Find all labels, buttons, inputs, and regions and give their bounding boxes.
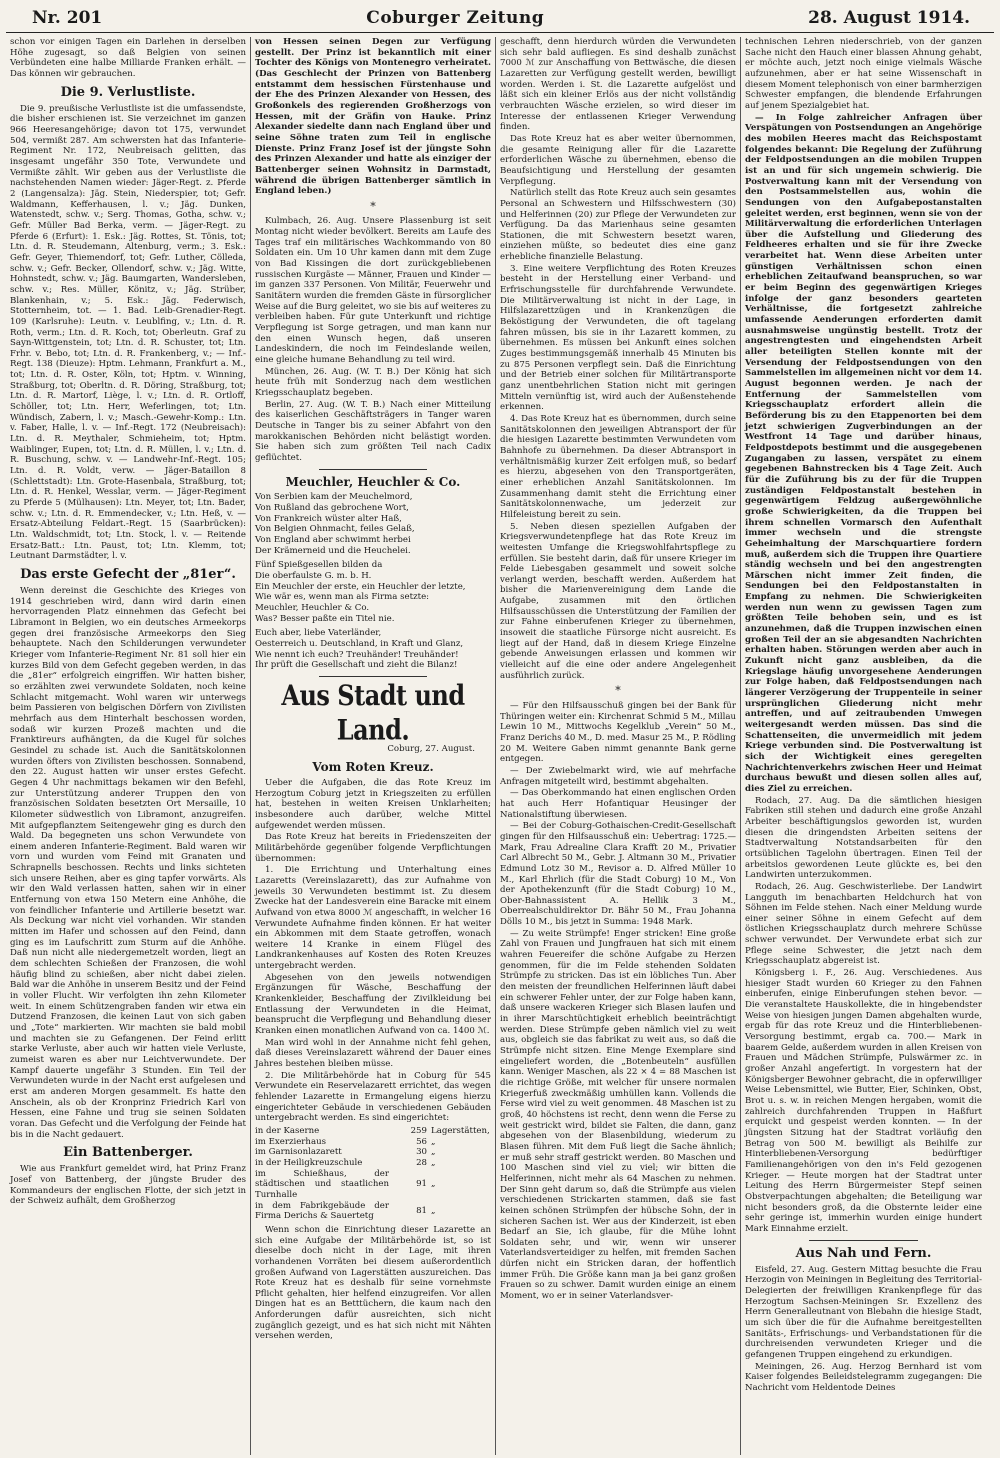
table-row [255,1147,491,1158]
article-paragraph: Meiningen, 26. Aug. Herzog Bernhard ist vom Kaiser folgendes Beileidstelegramm zugegangen: Die Nachricht vom Heldentode Deines [745,1361,982,1393]
article-paragraph: von Hessen seinen Degen zur Verfügung gestellt. Der Prinz ist bekanntlich mit einer Tochter des Königs von Montenegro verheiratet. (Das Geschlecht der Prinzen von Battenberg entstammt dem hessischen Fürstenhause und der Ehe des Prinzen Alexander von Hessen, des Großonkels des regierenden Großherzogs von Hessen, mit der Gräfin von Hauke. Prinz Alexander siedelte dann nach England über und seine Söhne traten zum Teil in englische Dienste. Prinz Franz Josef ist der jüngste Sohn des Prinzen Alexander und hatte als einziger der Battenberger seinen Wohnsitz in Darmstadt, während die übrigen Battenberger sämtlich in England leben.) [255,37,491,197]
table-cell: in dem Fabrikgebäude der Firma Derichs & Sauertetg [255,1200,389,1222]
poem-line: Wie nennt ich euch? Treuhänder! Treuhänder! [255,649,459,660]
poem-line: Ihr prüft die Gesellschaft und zieht die Bilanz! [255,660,458,671]
article-paragraph: Berlin, 27. Aug. (W. T. B.) Nach einer Mitteilung des kaiserlichen Geschäftsträgers in Tanger waren Deutsche in Tanger bis zu seiner Abfahrt von den marokkanischen Behörden nicht belästigt worden. Sie haben sich zum größten Teil nach Cadix geflüchtet. [255,399,491,463]
article-paragraph: Man wird wohl in der Annahme nicht fehl gehen, daß dieses Vereinslazarett während der Dauer eines Jahres bestehen bleiben müsse. [255,1037,491,1070]
article-paragraph: 5. Neben diesen speziellen Aufgaben der Kriegsverwundetenpflege hat das Rote Kreuz im weitesten Umfange die Kriegswohlfahrtspflege zu erfüllen. Sie besteht darin, daß für unsere Krieger im Felde Liebesgaben gesammelt und soweit solche verlangt werden, beschafft werden. Außerdem hat bisher die Marienvereinigung dem Lande die Aufgabe, zusammen mit den örtlichen Hilfsausschüssen die Unterstützung der Familien der zur Fahne einberufenen Krieger zu übernehmen, insoweit die staatliche Fürsorge nicht ausreicht. Es liegt auf der Hand, daß in diesem Kriege Einzelne gebende Anweisungen erlassen und kommen wir vielleicht auf die eine oder andere Angelegenheit ausführlich zurück. [500,521,736,681]
table-row [255,1201,491,1222]
headline-verlustliste: Die 9. Verlustliste. [60,84,196,100]
table-row [255,1169,491,1201]
table-cell: „ [431,1147,436,1158]
article-paragraph: 2. Die Militärbehörde hat in Coburg für 545 Verwundete ein Reservelazarett errichtet, das wegen fehlender Lazarette in Ermangelung eigens hierzu eingerichteter Gebäude in verschiedenen Gebäuden untergebracht werden. Es sind eingerichtet: [255,1070,491,1124]
article-paragraph: München, 26. Aug. (W. T. B.) Der König hat sich heute früh mit Sonderzug nach dem westlichen Kriegsschauplatz begeben. [255,366,491,398]
article-paragraph: geschafft, denn hierdurch würden die Verwundeten sich sehr bald aufliegen. Es sind deshalb zunächst 7000 ℳ zur Anschaffung von Bettwäsche, die diesen Lazaretten zur Verfügung gestellt werden, bewilligt worden. Werden i. St. die Lazarette aufgelöst und läßt sich ein kleiner Erlös aus der nicht vollständig verbrauchten Wäsche erzielen, so wird dieser im Interesse der entlassenen Krieger Verwendung finden. [500,37,736,133]
poem-line: Von Belgien Ohnmacht, feiles Gelaß, [255,524,415,535]
article-paragraph: Natürlich stellt das Rote Kreuz auch sein gesamtes Personal an Schwestern und Hilfsschwestern (30) und Helferinnen (20) zur Pflege der Verwundeten zur Verfügung. Da das Marienhaus seine gesamten Stationen, die mit Schwestern besetzt waren, einziehen müßte, so bedeutet dies eine ganz erhebliche finanzielle Belastung. [500,188,736,263]
poem-line: Von England aber schwimmt herbei [255,535,411,546]
dateline: Coburg, 27. August. [387,744,475,755]
table-cell: „ [431,1136,436,1147]
article-paragraph: Kulmbach, 26. Aug. Unsere Plassenburg ist seit Montag nicht wieder bevölkert. Bereits am Laufe des Tages traf ein militärisches Wachkommando von 80 Soldaten ein. Um 10 Uhr kamen dann mit dem Zuge von Bad Kissingen die dort zurückgebliebenen russischen Kurgäste — Männer, Frauen und Kinder — im ganzen 337 Personen. Von Militär, Feuerwehr und Sanitätern wurden die fremden Gäste in fürsorglicher Weise auf die Burg geleitet, wo sie bis auf weiteres zu verbleiben haben. Für gute Unterkunft und richtige Verpflegung ist Sorge getragen, und man kann nur den einen Wunsch hegen, daß unseren Landeskindern, die noch im Feindeslande weilen, eine gleiche humane Behandlung zu teil wird. [255,216,491,365]
article-paragraph: Rodach, 27. Aug. Da die sämtlichen hiesigen Fabriken still stehen und dadurch eine große Anzahl Arbeiter beschäftigungslos geworden ist, wurden diesen die dringendsten Arbeiten seitens der Stadtverwaltung Notstandsarbeiten für den ortsüblichen Tagelohn übertragen. Einen Teil der arbeitslos gewordenen Leute glückte es, bei den Landwirten unterzukommen. [745,795,982,881]
column-3 [496,37,741,1455]
poem [255,492,491,671]
poem-line: Von Rußland das gebrochene Wort, [255,503,409,514]
masthead [6,4,994,33]
newspaper-title: Coburger Zeitung [366,8,545,28]
article-paragraph: Wenn schon die Einrichtung dieser Lazarette an sich eine Aufgabe der Militärbehörde ist, so ist dieselbe doch nicht in der Lage, mit ihren vorhandenen Vorräten bei diesem außerordentlich großen Aufwand von Lagerstätten auszureichen. Das Rote Kreuz hat es deshalb für seine vornehmste Pflicht gehalten, hier helfend einzugreifen. Vor allen Dingen hat es an Betttüchern, die kaum nach den Anforderungen dafür ausreichten, sich nicht zugänglich gezeigt, und es hat sich nicht mit Nähten versehen werden, [255,1224,491,1342]
article-paragraph: technischen Lehren niederschrieb, von der ganzen Sache nicht den Hauch einer blassen Ahnung gehabt, er möchte auch, jetzt noch einige vielmals Wäsche aufzunehmen, aber er hat seine Wissenschaft in diesem Moment telephonisch von einer barmherzigen Schwester empfangen, die blendende Erfahrungen auf jenem Spezialgebiet hat. [745,37,982,111]
table-cell: 91 [416,1179,427,1190]
section-title-stadt-land: Aus Stadt und Land. [281,678,465,747]
poem-line: Der Krämerneid und die Heuchelei. [255,545,411,556]
headline-nah-fern: Aus Nah und Fern. [795,1245,932,1261]
poem-line: Meuchler, Heuchler & Co. [255,603,370,613]
article-paragraph: 3. Eine weitere Verpflichtung des Roten Kreuzes besteht in der Herstellung einer Verband- und Erfrischungsstelle für durchfahrende Verwundete. Die Militärverwaltung ist nicht in der Lage, in Hilfslazarettzügen und in Krankenzügen die Beköstigung der Verwundeten, die oft tagelang fahren müssen, bis sie in ihr Lazarett kommen, zu übernehmen. Es müssen bei Ankunft eines solchen Zuges bestimmungsgemäß innerhalb 45 Minuten bis zu 875 Personen verpflegt sein. Daß die Einrichtung und der Betrieb einer solchen für Militärtransporte ganz unentbehrlichen Station nicht mit geringen Mitteln vernünftig ist, wird auch der Außenstehende erkennen. [500,263,736,413]
divider [319,676,428,677]
article-paragraph: — Das Oberkommando hat einen englischen Orden hat auch Herr Hofantiquar Heusinger der Nationalstiftung überwiesen. [500,788,736,820]
article-paragraph: Die 9. preußische Verlustliste ist die umfassendste, die bisher erschienen ist. Sie verzeichnet im ganzen 966 Heeresangehörige; davon tot 175, verwundet 504, vermißt 287. Am schwersten hat das Infanterie-Regiment Nr. 172, Neubreisach gelitten, das insgesamt ungefähr 350 Tote, Verwundete und Vermißte zählt. Wir geben aus der Verlustliste die nachstehenden Namen wieder: Jäger-Regt. z. Pferde 2 (Langensalza): Jäg. Stein, Niederspier, tot; Gefr. Waldmann, Kefferhausen, l. v.; Jäg. Dunken, Watenstedt, schw. v.; Serg. Thomas, Gotha, schw. v.; Gefr. Müller Bad Berka, verm. — Jäger-Regt. zu Pferde 6 (Erfurt): 1. Esk.: Jäg. Rottes, St. Tönis, tot; Ltn. d. R. Steudemann, Altenburg, verm.; 3. Esk.: Gefr. Geyer, Thiemendorf, tot; Gefr. Luther, Cölleda, schw. v.; Gefr. Becker, Ollendorf, schw. v.; Jäg. Witte, Hohnstedt, schw. v.; Jäg. Baumgarten, Wandersleben, schw. v.; Res. Müller, Könitz, v.; Jäg. Strüber, Blankenhain, v.; 5. Esk.: Jäg. Federwisch, Stotternheim, tot. — 1. Bad. Leib-Grenadier-Regt. 109 (Karlsruhe): Leutn. v. Leublfing, v.; Ltn. d. R. Roth, verm.; Ltn. d. R. Koch, tot; Oberleutn. Graf zu Sayn-Wittgenstein, tot; Ltn. d. R. Schuster, tot; Ltn. Frhr. v. Bebo, tot; Ltn. d. R. Frankenberg, v.; — Inf.-Regt. 138 (Dieuze): Hptm. Lehmann, Frankfurt a. M., tot; Ltn. d. R. Oster, Köln, tot; Hptm. v. Winning, Straßburg, tot; Oberltn. d. R. Döring, Straßburg, tot; Ltn. d. R. Martorf, Liège, l. v.; Ltn. d. R. Ortloff, Schöller, tot; Ltn. Herr, Weferlingen, tot; Ltn. Wündisch, Zabern, l. v.; Masch.-Gewehr-Komp.: Ltn. v. Faber, Halle, l. v. — Inf.-Regt. 172 (Neubreisach): Ltn. d. R. Meythaler, Schmieheim, tot; Hptm. Waiblinger, Eupen, tot; Ltn. d. R. Müllen, l. v.; Ltn. d. R. Buschung, schw. v. — Landwehr-Inf.-Regt. 105; Ltn. d. R. Voldt, verw. — Jäger-Bataillon 8 (Schlettstadt): Ltn. Grote-Hasenbala, Straßburg, tot; Ltn. d. R. Henkel, Wesslar, verm. — Jäger-Regiment zu Pferde 5 (Mülhausen): Ltn. Meyer, tot; Ltn. Bader, schw. v.; Ltn. d. R. Emmendecker, v.; Ltn. Heß, v. — Ersatz-Abteilung Feldart.-Regt. 15 (Saarbrücken): Ltn. Waldschmidt, tot; Ltn. Stock, l. v. — Reitende Ersatz-Batt.: Ltn. Paust, tot; Ltn. Klemm, tot; Leutnant Darmstädter, l. v. [10,103,246,562]
article-paragraph: Wie aus Frankfurt gemeldet wird, hat Prinz Franz Josef von Battenberg, der jüngste Bruder des Kommandeurs der englischen Flotte, der sich jetzt in der Schweiz aufhält, dem Großherzog [10,1164,246,1207]
table-cell: im Exerzierhaus [255,1136,327,1147]
poem-line: Von Serbien kam der Meuchelmord, [255,492,413,503]
column-1 [6,37,251,1455]
poem-line: Ein Meuchler der erste, ein Heuchler der letzte, [255,581,466,592]
poem-line: Euch aber, liebe Vaterländer, [255,628,382,639]
article-paragraph: Ueber die Aufgaben, die das Rote Kreuz im Herzogtum Coburg jetzt in Kriegszeiten zu erfüllen hat, bestehen in weiten Kreisen Unklarheiten; insbesondere auch darüber, welche Mittel aufgewendet werden müssen. [255,777,491,831]
article-paragraph: Rodach, 26. Aug. Geschwisterliebe. Der Landwirt Langguth im benachbarten Heldchurch hat von Söhnen im Felde stehen. Nach einer Meldung wurde einer seiner Söhne in einem Gefecht auf dem östlichen Kriegsschauplatz durch mehrere Schüsse schwer verwundet. Der Verwundete erbat sich zur Pflege seine Schwester, die jetzt nach dem Kriegsschauplatz abgereist ist. [745,881,982,967]
table-cell: im Garnisonlazarett [255,1147,342,1158]
table-cell: 30 [416,1147,427,1158]
article-paragraph: schon vor einigen Tagen ein Darlehen in derselben Höhe zugesagt, so daß Belgien von seinen Verbündeten eine halbe Milliarde Franken erhält. — Das können wir gebrauchen. [10,37,246,79]
table-cell: in der Heiligkreuzschule [255,1157,363,1168]
table-cell: 259 [410,1125,427,1136]
table-row [255,1158,491,1169]
article-paragraph: — Bei der Coburg-Gothaischen-Credit-Gesellschaft gingen für den Hilfsausschuß ein: Uebertrag: 1725.— Mark, Frau Adrealine Clara Krafft 20 M., Privatier Carl Albrecht 50 M., Gebr. J. Altmann 30 M., Privatier Edmund Lotz 30 M., Revisor a. D. Alfred Müller 10 M., Karl Ehrlich (für die Stadt Coburg) 10 M., Von der Apothekenzunft (für die Stadt Coburg) 10 M., Ober-Bahnassistent A. Hellik 3 M., Oberrealschuldirektor Dr. Bähr 50 M., Frau Johanna Dölls 10 M., bis jetzt in Summa: 1948 Mark. [500,821,736,928]
table-cell: „ [431,1157,436,1168]
divider [319,469,428,470]
poem-line: Oesterreich u. Deutschland, in Kraft und Glanz, [255,638,464,649]
issue-date: 28. August 1914. [808,8,970,28]
column-2 [251,37,496,1455]
table-cell: 56 [416,1136,427,1147]
article-paragraph: Abgesehen von den jeweils notwendigen Ergänzungen für Wäsche, Beschaffung der Krankenkleider, Beschaffung der Zivilkleidung bei Entlassung der Verwundeten in die Heimat, beansprucht die Verpflegung und Behandlung dieser Kranken einen monatlichen Aufwand von ca. 1400 ℳ. [255,972,491,1037]
table-cell: 81 [416,1205,427,1216]
table-row [255,1137,491,1148]
table-cell: im Schießhaus, der städtischen und staatlichen Turnhalle [255,1168,389,1200]
article-paragraph: Das Rote Kreuz hat es aber weiter übernommen, die gesamte Reinigung aller für die Lazarette erforderlichen Wäsche zu übernehmen, ebenso die Beaufsichtigung und Herstellung der gesamten Verpflegung. [500,133,736,187]
poem-line: Fünf Spießgesellen bilden da [255,560,383,571]
article-paragraph: 1. Die Errichtung und Unterhaltung eines Lazaretts (Vereinslazarett), das zur Aufnahme von jeweils 30 Verwundeten bestimmt ist. Zu diesem Zwecke hat der Landesverein eine Baracke mit einem Aufwand von etwa 8000 ℳ angeschafft, in welcher 16 Verwundete Aufnahme finden können. Er hat weiter ein Abkommen mit dem Staate getroffen, wonach weitere 14 Kranke in einem Flügel des Landkrankenhauses auf Kosten des Roten Kreuzes untergebracht werden. [255,865,491,972]
headline-meuchler: Meuchler, Heuchler & Co. [285,474,461,489]
article-paragraph: — In Folge zahlreicher Anfragen über Verspätungen von Postsendungen an Angehörige des mobilen Heeres macht das Reichspostamt folgendes bekannt: Die Regelung der Zuführung der Feldpostsendungen an die mobilen Truppen ist an und für sich ungemein schwierig. Die Postverwaltung kann mit der Versendung von den Postsammelstellen aus, wohin die Sendungen von den Aufgabepostanstalten geleitet werden, erst beginnen, wenn sie von der Militärverwaltung die erforderlichen Unterlagen über die Aufstellung und Gliederung des Feldheeres erhalten und sie für ihre Zwecke verarbeitet hat. Wenn diese Arbeiten unter günstigen Verhältnissen schon einen erheblichen Zeitaufwand beanspruchen, so war er beim Beginn des gegenwärtigen Krieges infolge der ganz besonders gearteten Verhältnisse, die fortgesetzt zahlreiche umfassende Aenderungen erforderten damit ausnahmsweise ungünstig bestellt. Trotz der angestrengtesten und eingehendsten Arbeit aller beteiligten Stellen konnte mit der Versendung der Feldpostsendungen von den Sammelstellen im allgemeinen nicht vor dem 14. August begonnen werden. Je nach der Entfernung der Sammelstellen vom Kriegsschauplatz erfordert allein die Beförderung bis zu den Etappenorten bei dem jetzt schwierigen Zugverbindungen an der Westfront 14 Tage und darüber hinaus, Feldpostdepots bestimmt und die ausgegebenen Zugangaben zu lassen, verspätet zu einem gegebenen Bahnstrecken bis 4 Tage Zeit. Auch für die Zuführung bis zu der für die Truppen zuständigen Feldpostanstalt bestehen in gegenwärtigem Feldzug außergewöhnliche große Schwierigkeiten, da die Truppen bei ihrem schnellen Vormarsch den Aufenthalt immer wechseln und die strengste Geheimhaltung der Marschquartiere fordern muß, außerdem sich die Truppen ihre Quartiere ständig wechseln und bei den angestrengten Märschen nicht immer Zeit finden, die Sendungen bei den Feldpostanstalten in Empfang zu nehmen. Die Schwierigkeiten werden nun wenn zu gewissen Tagen zum größten Teile behoben sein, und es ist anzunehmen, daß die Truppen inzwischen einen großen Teil der an sie abgesandten Nachrichten erhalten haben. Störungen werden aber auch in Zukunft nicht ganz ausbleiben, da die Kriegslage häufig unvorgesehene Aenderungen zur Folge haben, daß Feldpostsendungen nach längerer Verzögerung der Truppenteile in seiner ursprünglichen Gliederung nicht mehr antreffen, und auf zeitraubenden Umwegen weitergesandt werden müssen. Das sind die Schattenseiten, die unvermeidlich mit jedem Kriege verbunden sind. Die Postverwaltung ist sich der Wichtigkeit eines geregelten Nachrichtenverkehrs zwischen Heer und Heimat durchaus bewußt und diesen sollen alles auf, dies Ziel zu erreichen. [745,112,982,794]
lager-table [255,1126,491,1222]
poem-line: Was? Besser paßte ein Titel nie. [255,613,395,624]
table-cell: „ [431,1205,436,1216]
poem-line: Von Frankreich wüster alter Haß, [255,513,402,524]
columns [6,37,994,1455]
poem-line: Die oberfaulste G. m. b. H. [255,571,372,582]
article-paragraph: 4. Das Rote Kreuz hat es übernommen, durch seine Sanitätskolonnen den jeweiligen Abtransport der für die hiesigen Lazarette bestimmten Verwundeten vom Bahnhofe zu übernehmen. Da dieser Abtransport in verhältnismäßig kurzer Zeit erfolgen muß, so bedarf es hierzu, abgesehen von den Transportgeräten, einer erheblichen Anzahl Sanitätskolonnen. Im Zusammenhang damit steht die Errichtung einer Sanitätskolonnenwache, um jederzeit zur Hilfeleistung bereit zu sein. [500,413,736,520]
section-star: * [370,199,376,213]
headline-roten-kreuz: Vom Roten Kreuz. [312,760,434,775]
headline-gefecht-81er: Das erste Gefecht der „81er“. [20,566,236,582]
table-cell: 28 [416,1157,427,1168]
headline-battenberger: Ein Battenberger. [63,1145,193,1161]
table-cell: in der Kaserne [255,1125,320,1136]
table-cell: Lagerstätten, [431,1125,490,1136]
column-4 [741,37,986,1455]
table-row [255,1126,491,1137]
article-paragraph: Das Rote Kreuz hat bereits in Friedenszeiten der Militärbehörde gegenüber folgende Verpflichtungen übernommen: [255,832,491,864]
article-paragraph: — Der Zwiebelmarkt wird, wie auf mehrfache Anfragen mitgeteilt wird, bestimmt abgehalten. [500,765,736,787]
table-cell: „ [431,1179,436,1190]
article-paragraph: — Zu weite Strümpfe! Enger stricken! Eine große Zahl von Frauen und Jungfrauen hat sich mit einem wahren Feuereifer die schöne Aufgabe zu Herzen genommen, für die im Felde stehenden Soldaten Strümpfe zu stricken. Das ist ein löbliches Tun. Aber den meisten der freundlichen Helferinnen läuft dabei ein schwerer Fehler unter, der zur Folge haben kann, daß unsere wackeren Krieger sich Blasen laufen und in ihrer Marschtüchtigkeit erheblich beeinträchtigt werden. Diese Strümpfe geben nämlich viel zu weit aus, obgleich sie das fabrikat zu weit aus, so daß die Strümpfe nicht sitzen. Eine Menge Exemplare sind eingeliefert worden, die „Botenbeuteln“ ausfüllen kann. Weniger Maschen, als 22 × 4 = 88 Maschen ist die richtige Größe, mit welcher für unsere normalen Kriegerfuß zweckmäßig umhüllen kann. Vollends die Ferse wird viel zu weit genommen. 48 Maschen ist zu groß, 40 höchstens ist recht, denn wenn die Ferse zu weit gestrickt wird, bildet sie Falten, die dann, ganz abgesehen von der Blasenbildung, wiederum zu Blasen führen. Mit dem Fuß liegt die Sache ähnlich; er muß sehr straff gestrickt werden. 80 Maschen und 100 Maschen sind viel zu viel; wir bitten die Helferinnen, nicht mehr als 64 Maschen zu nehmen. Der Sinn geht darum so, daß die Strümpfe aus vielen verschiedenen Strickarten stammen, daß sie fast keinen schönen Strümpfen der hübsche Sohn, der in sicheren Sachen ist. Wer aus der Kinderzeit, ist eben Bedarf an Sie, ich glaube, für die Mühe lohnt Soldaten sehr, und wir, wenn wir unserer Vaterlandsverteidiger zu helfen, mit fremden Sachen dürfen nicht ein Stricken daran, der hoffentlich immer Früh. Die Größe kann man ja bei ganz großen Frauen so zu schwer. Damit wurden einige an einem Moment, wo er in seiner Vaterlandsver- [500,928,736,1302]
issue-number: Nr. 201 [32,8,103,28]
section-star: * [615,684,621,698]
article-paragraph: Wenn dereinst die Geschichte des Krieges von 1914 geschrieben wird, dann wird darin einen hervorragenden Platz einnehmen das Gefecht bei Libramont in Belgien, wo ein deutsches Armeekorps gegen drei französische Armeekorps den Sieg behauptete. Nach den Schilderungen verwundeter Krieger vom Infanterie-Regiment Nr. 81 soll hier ein kurzes Bild von dem Gefecht gegeben werden, in das die „81er“ erfolgreich eingriffen. Wir hatten bisher, so erzählten zwei verwundete Soldaten, noch keine Schlacht mitgemacht. Wohl waren wir unterwegs beim Passieren von belgischen Dörfern von Zivilisten mehrfach aus dem Hinterhalt beschossen worden, sodaß wir kurzen Prozeß machten und die Franktireurs aufhängten, da die Kugel für solches Gesindel zu schade ist. Auch die Sanitätskolonnen wurden öfters von Zivilisten beschossen. Sonnabend, den 22. August hatten wir unser erstes Gefecht. Gegen 4 Uhr nachmittags bekamen wir den Befehl, zur Unterstützung anderer Truppen den von französischen Soldaten besetzten Ort Mersaille, 10 Kilometer südwestlich von Libramont, anzugreifen. Mit aufgepflanztem Seitengewehr ging es durch den Wald. Da begegneten uns schon Verwundete von einem anderen Infanterie-Regiment. Bald waren wir vorn und wurden vom Feind mit Granaten und Schrapnells beschossen. Rechts und links sichteten sich unsere Reihen, aber es ging tapfer vorwärts. Als wir den Wald verlassen hatten, sahen wir in einer Entfernung von etwa 150 Metern eine Anhöhe, die von feindlicher Infanterie und Artillerie besetzt war. Als Deckung war nicht viel vorhanden. Wir standen mitten im Hafer und schossen auf den Feind, dann ging es im Laufschritt zum Sturm auf die Anhöhe. Daß nun nicht alle niedergemetzelt worden, liegt an dem schlechten Schießen der Franzosen, die wohl häufig blind zu schießen, aber nicht dabei zielen. Bald war die Anhöhe in unserem Besitz und der Feind in voller Flucht. Wir verfolgten ihn zehn Kilometer weit. In einem Schützengraben fanden wir etwa ein Dutzend Franzosen, die keinen Laut von sich gaben und „Tote“ markierten. Wir machten sie bald mobil und machten sie zu Gefangenen. Der Feind erlitt starke Verluste, aber auch wir hatten viele Verluste, zumeist waren es aber nur Leichtverwundete. Der Kampf dauerte ungefähr 3 Stunden. Ein Teil der Verwundeten wurde in der Nacht erst aufgelesen und erst am anderen Morgen gesammelt. Es hatte den Anschein, als ob der Kronprinz Friedrich Karl von Hessen, eine Fahne und trug sie seinen Soldaten voran. Das Gefecht und die Verfolgung der Feinde hat bis in die Nacht gedauert. [10,586,246,1140]
poem-line: Wie wär es, wenn man als Firma setzte: [255,592,430,603]
article-paragraph: Eisfeld, 27. Aug. Gestern Mittag besuchte die Frau Herzogin von Meiningen in Begleitung des Territorial-Delegierten der freiwilligen Krankenpflege für das Herzogtum Sachsen-Meiningen Sr. Exzellenz des Herrn Generalleutnant von Blebahn die hiesige Stadt, um sich über die für die Aufnahme bereitgestellten Sanitäts-, Erfrischungs- und Verbandstationen für die durchreisenden verwundeten Krieger und die gefangenen Truppen eingehend zu erkundigen. [745,1264,982,1360]
article-paragraph: Königsberg i. F., 26. Aug. Verschiedenes. Aus hiesiger Stadt wurden 60 Krieger zu den Fahnen einberufen, einige Einberufungen stehen bevor. — Die veranstaltete Hauskollekte, die in hingebendster Weise von hiesigen jungen Damen abgehalten wurde, ergab für das rote Kreuz und die Hinterbliebenen-Versorgung bestimmt, ergab ca. 700.— Mark in baarem Gelde, außerdem wurden in allen Kreisen von Frauen und Mädchen Strümpfe, Pulswärmer zc. in großer Anzahl angefertigt. In vorgestern hat der Königsberger Bewohner gebracht, die in opferwilliger Weise Lebensmittel, wie Butter, Eier, Schinken, Obst, Brot u. s. w. in reichen Mengen hergaben, womit die zahlreich durchfahrenden Truppen in Haßfurt erquickt und gespeist werden konnten. — In der jüngsten Sitzung hat der Stadtrat vorläufig den Betrag von 500 M. bewilligt als Beihilfe zur Hinterbliebenen-Versorgung bedürftiger Familienangehörigen von den in's Feld gezogenen Krieger. — Heute morgen hat der Stadtrat unter Leitung des Herrn Bürgermeister Stepf seinen Obstverpachtungen abgehalten; die Beteiligung war nicht besonders groß, da die Obsternte leider eine sehr geringe ist, immerhin wurden einige hundert Mark Einnahme erzielt. [745,968,982,1234]
divider [809,1240,918,1241]
article-paragraph: — Für den Hilfsausschuß gingen bei der Bank für Thüringen weiter ein: Kirchenrat Schmid 5 M., Millau Lewin 10 M., Mittwochs Kegelklub „Verein“ 50 M., Franz Derichs 40 M., D. med. Masur 25 M., P. Rödling 20 M. Weitere Gaben nimmt genannte Bank gerne entgegen. [500,701,736,765]
